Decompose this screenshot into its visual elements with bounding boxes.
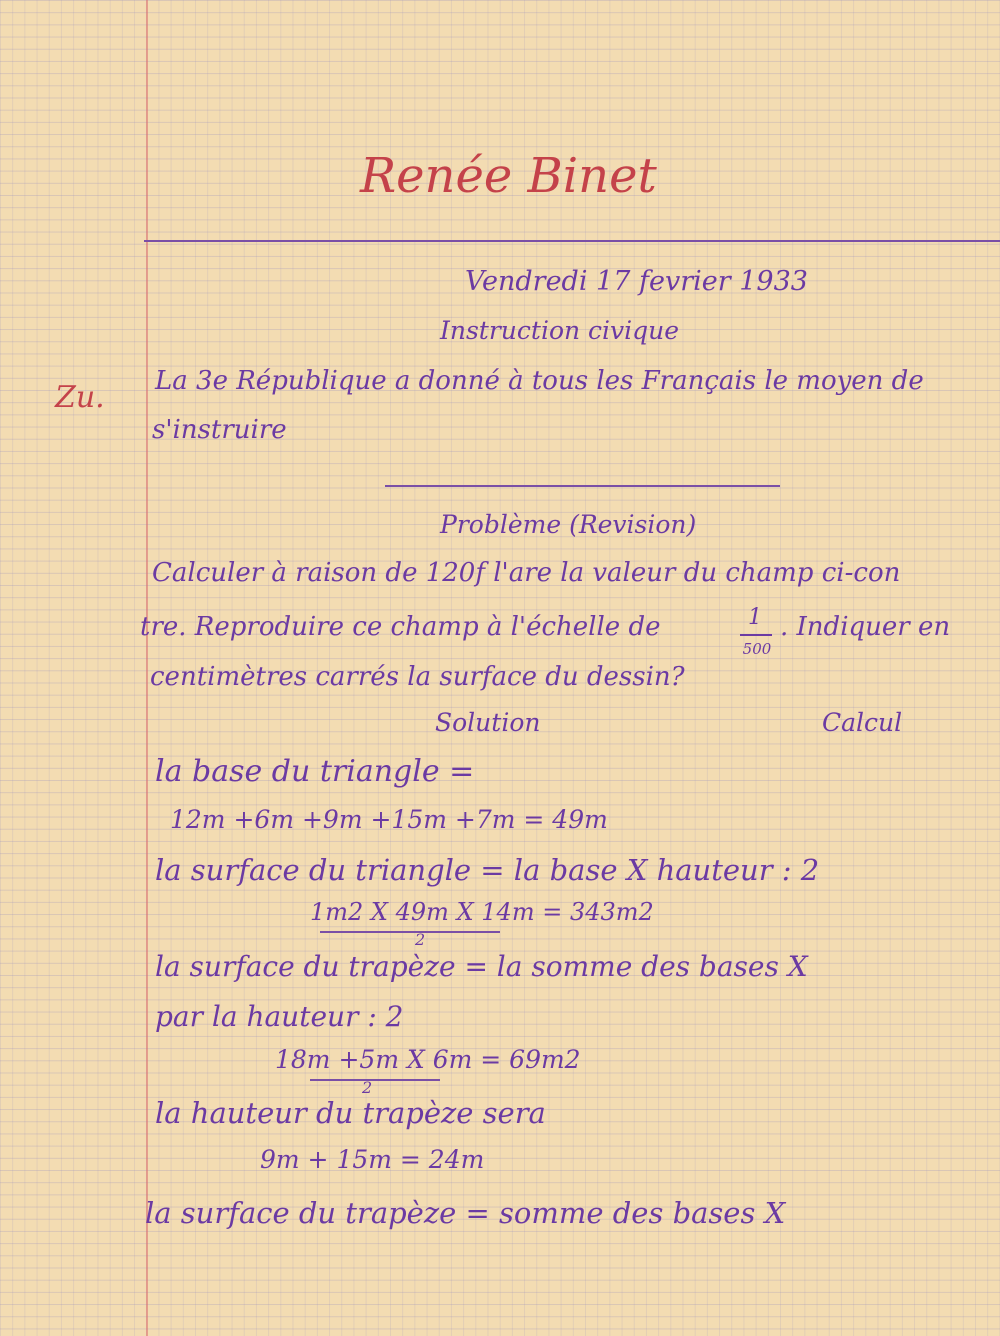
solution-line: par la hauteur : 2 (155, 1000, 404, 1033)
scale-denominator: 500 (742, 640, 772, 658)
solution-line: 18m +5m X 6m = 69m2 (275, 1045, 581, 1074)
solution-line: la surface du trapèze = la somme des bases X (155, 950, 808, 983)
solution-line: la surface du triangle = la base X hauteur : 2 (155, 853, 820, 887)
solution-heading: Solution (435, 708, 541, 737)
solution-line: 12m +6m +9m +15m +7m = 49m (170, 805, 608, 834)
solution-line: 2 (362, 1078, 373, 1097)
margin-line (146, 0, 148, 1336)
problem-line-1: Calculer à raison de 120f l'are la valeur du champ ci-con (152, 558, 901, 588)
date-line: Vendredi 17 fevrier 1933 (465, 266, 808, 297)
solution-line: 2 (415, 930, 426, 949)
problem-line-2b: . Indiquer en (780, 612, 951, 642)
solution-line: la base du triangle = (155, 754, 475, 789)
solution-line: la surface du trapèze = somme des bases X (145, 1196, 786, 1230)
section-title: Instruction civique (440, 316, 680, 345)
solution-line: 9m + 15m = 24m (260, 1145, 485, 1174)
scale-numerator: 1 (748, 605, 762, 630)
problem-line-2a: tre. Reproduire ce champ à l'échelle de (140, 612, 661, 642)
problem-title: Problème (Revision) (440, 510, 697, 539)
problem-line-3: centimètres carrés la surface du dessin? (150, 662, 685, 692)
section-divider (385, 485, 780, 487)
fraction-bar (320, 931, 500, 933)
student-name: Renée Binet (360, 148, 657, 204)
scale-fraction-bar (740, 634, 772, 636)
civic-line-2: s'instruire (152, 415, 287, 445)
civic-line-1: La 3e République a donné à tous les Français le moyen de (155, 366, 924, 396)
margin-note: Zu. (55, 380, 105, 415)
solution-line: la hauteur du trapèze sera (155, 1096, 546, 1130)
header-rule (144, 240, 1000, 242)
calcul-heading: Calcul (822, 708, 903, 737)
solution-line: 1m2 X 49m X 14m = 343m2 (310, 898, 654, 926)
fraction-bar (310, 1079, 440, 1081)
